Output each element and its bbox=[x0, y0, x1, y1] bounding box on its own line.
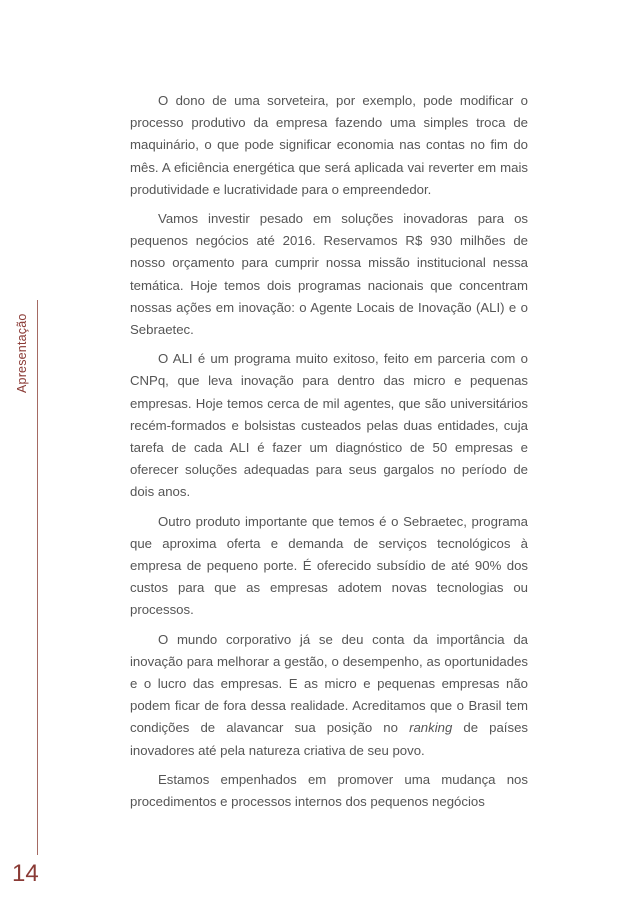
page-number: 14 bbox=[12, 860, 39, 887]
paragraph-5-text-end: de países inovadores até pela natureza criativa de seu povo. bbox=[130, 720, 528, 758]
paragraph-6: Estamos empenhados em promover uma mudança nos procedimentos e processos internos dos pequenos negócios bbox=[130, 771, 528, 810]
paragraph-2: Vamos investir pesado em soluções inovadoras para os pequenos negócios até 2016. Reservamos R$ 930 milhões de nosso orçamento para cumprir nossa missão institucional nessa temática. Hoje temos dois programas nacionais que concentram nossas ações em inovação: o Agente Locais de Inovação (ALI) e o Sebraetec. bbox=[130, 211, 528, 338]
section-label: Apresentação bbox=[15, 313, 29, 393]
paragraph-5-text-start: O mundo corporativo já se deu conta da importância da inovação para melhorar a gestão, o desempenho, as oportunidades e o lucro das empresas. E as micro e pequenas empresas não podem ficar de fora dessa realidade. Acreditamos que o Brasil tem condições de alavancar sua posição no bbox=[130, 631, 528, 736]
body-text bbox=[130, 90, 528, 813]
paragraph-4: Outro produto importante que temos é o Sebraetec, programa que aproxima oferta e demanda de serviços tecnológicos à empresa de pequeno porte. É oferecido subsídio de até 90% dos custos para que as empresas adotem novas tecnologias ou processos. bbox=[130, 513, 528, 618]
paragraph-5 bbox=[130, 629, 528, 762]
paragraph-5-emphasis: ranking bbox=[409, 720, 453, 736]
section-divider-line bbox=[37, 300, 38, 855]
paragraph-1: O dono de uma sorveteira, por exemplo, pode modificar o processo produtivo da empresa fazendo uma simples troca de maquinário, o que pode significar economia nas contas no fim do mês. A eficiência energética que será aplicada vai reverter em mais produtividade e lucratividade para o empreendedor. bbox=[130, 93, 528, 197]
paragraph-3: O ALI é um programa muito exitoso, feito em parceria com o CNPq, que leva inovação para dentro das micro e pequenas empresas. Hoje temos cerca de mil agentes, que são universitários recém-formados e bolsistas custeados pelas duas entidades, cuja tarefa de cada ALI é fazer um diagnóstico de 50 empresas e oferecer soluções adequadas para seus gargalos no período de dois anos. bbox=[130, 351, 528, 500]
